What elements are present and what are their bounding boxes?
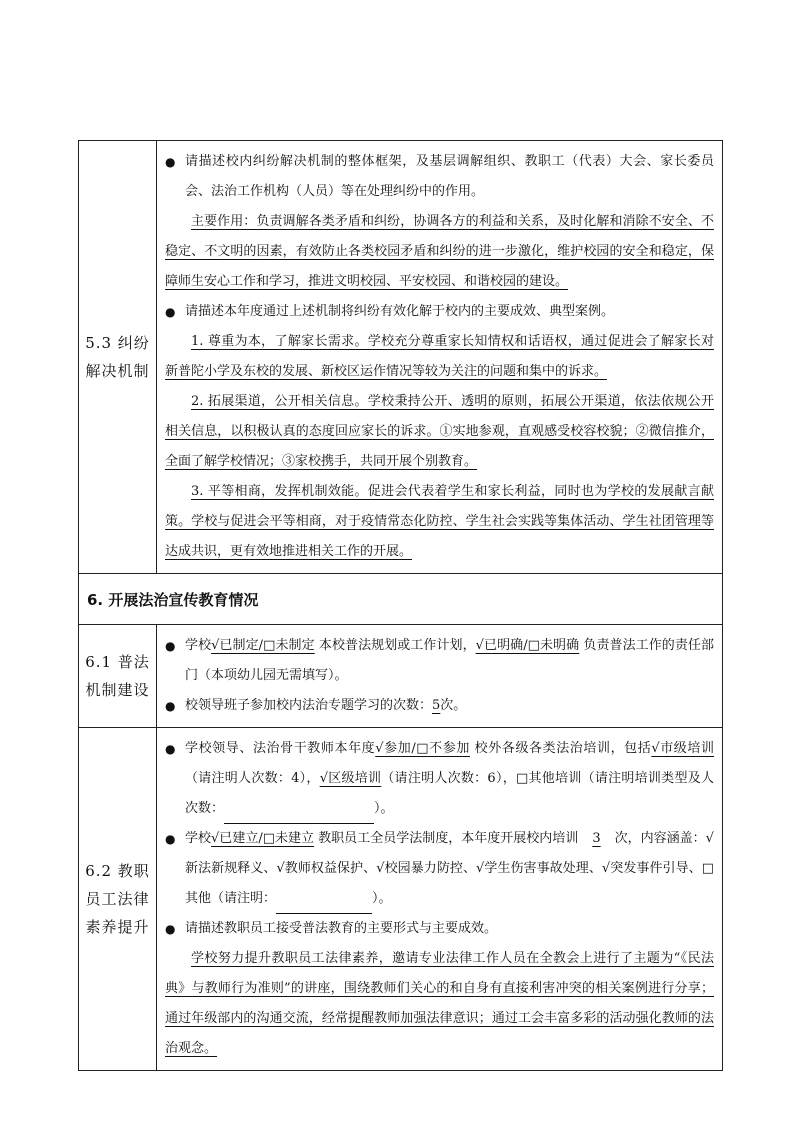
text-span: ）。 [374, 801, 394, 816]
study-system-option: √已建立/□未建立 [211, 831, 315, 846]
dept-option: √已明确/□未明确 [475, 638, 580, 653]
section-6-header-row [79, 574, 723, 625]
label-line: 素养提升 [85, 918, 150, 936]
training-statement [165, 734, 714, 824]
study-system-statement [165, 824, 714, 914]
section-6-2-label [79, 728, 157, 1071]
label-line: 6.2 教职 [85, 862, 150, 880]
study-times-statement [165, 691, 714, 721]
answer-text: 学校努力提升教职员工法律素养，邀请专业法律工作人员在全教会上进行了主题为“《民法典》与教师行为准则”的讲座，围绕教师们关心的和自身有直接利害冲突的相关案例进行分享；通过年级部内的沟通交流，经常提醒教师加强法律意识；通过工会丰富多彩的活动强化教师的法治观念。 [165, 951, 714, 1056]
study-times-value: 5 [432, 698, 441, 713]
text-span: 次。 [440, 698, 467, 713]
text-span: 次，内容涵盖：√新法新规释义、√教师权益保护、√校园暴力防控、√学生伤害事故处理、√突发事件引导、□其他（请注明： [185, 831, 714, 906]
question-text: ● 请描述本年度通过上述机制将纠纷有效化解于校内的主要成效、典型案例。 [165, 297, 714, 327]
label-line: 员工法律 [85, 890, 150, 908]
text-span: 学校领导、法治骨干教师本年度 [185, 741, 376, 756]
section-6-2-content [157, 728, 723, 1071]
text-span: 负责普法工作的责任部门（本项幼儿园无需填写）。 [185, 638, 714, 683]
text-span: （请注明人次数：4）， [185, 771, 320, 786]
plan-statement [165, 631, 714, 691]
text-span: 学校 [185, 638, 212, 653]
text-span: 本校普法规划或工作计划， [318, 638, 476, 653]
training-option: √参加/□不参加 [375, 741, 470, 756]
answer-text: 3. 平等相商，发挥机制效能。促进会代表着学生和家长利益，同时也为学校的发展献言献策。学校与促进会平等相商，对于疫情常态化防控、学生社会实践等集体活动、学生社团管理等达成共识，更有效地推进相关工作的开展。 [165, 484, 714, 559]
text-span: 校外各级各类法治培训，包括 [474, 741, 652, 756]
section-6-1-label [79, 625, 157, 728]
report-table [78, 140, 723, 1071]
question-text: ● 请描述教职员工接受普法教育的主要形式与主要成效。 [165, 914, 714, 944]
answer-text: 1. 尊重为本，了解家长需求。学校充分尊重家长知情权和话语权，通过促进会了解家长对新普陀小学及东校的发展、新校区运作情况等较为关注的问题和集中的诉求。 [165, 334, 714, 379]
city-training-option: √市级培训 [651, 741, 714, 756]
text-span: 学校 [185, 831, 212, 846]
text-span: （请注明人次数：6），□其他培训（请注明培训类型及人次数： [185, 771, 714, 816]
plan-option: √已制定/□未制定 [211, 638, 315, 653]
answer-text: 主要作用：负责调解各类矛盾和纠纷，协调各方的利益和关系，及时化解和消除不安全、不稳定、不文明的因素，有效防止各类校园矛盾和纠纷的进一步激化，维护校园的安全和稳定，保障师生安心工作和学习，推进文明校园、平安校园、和谐校园的建设。 [165, 214, 714, 289]
answer-text: 2. 拓展渠道，公开相关信息。学校秉持公开、透明的原则，拓展公开渠道，依法依规公开相关信息，以积极认真的态度回应家长的诉求。①实地参观，直观感受校容校貌；②微信推介，全面了解学校情况；③家校携手，共同开展个别教育。 [165, 394, 714, 469]
question-text: ● 请描述校内纠纷解决机制的整体框架，及基层调解组织、教职工（代表）大会、家长委员会、法治工作机构（人员）等在处理纠纷中的作用。 [165, 147, 714, 207]
other-training-blank [224, 801, 374, 824]
text-span: 教职员工全员学法制度，本年度开展校内培训 [318, 831, 579, 846]
text-span: 校领导班子参加校内法治专题学习的次数： [185, 698, 433, 713]
section-6-1-row [79, 625, 723, 728]
section-6-2-row [79, 728, 723, 1071]
section-6-title: 6. 开展法治宣传教育情况 [79, 574, 723, 625]
other-content-blank [276, 891, 372, 914]
text-span: ）。 [372, 891, 392, 906]
section-5-3-content [157, 141, 723, 574]
section-5-3-row [79, 141, 723, 574]
label-line: 5.3 纠纷 [85, 334, 150, 352]
section-5-3-label [79, 141, 157, 574]
training-count-value: 3 [592, 831, 601, 846]
label-line: 6.1 普法 [85, 653, 150, 671]
label-line: 机制建设 [85, 681, 150, 699]
label-line: 解决机制 [85, 362, 150, 380]
section-6-1-content [157, 625, 723, 728]
district-training-option: √区级培训 [319, 771, 382, 786]
